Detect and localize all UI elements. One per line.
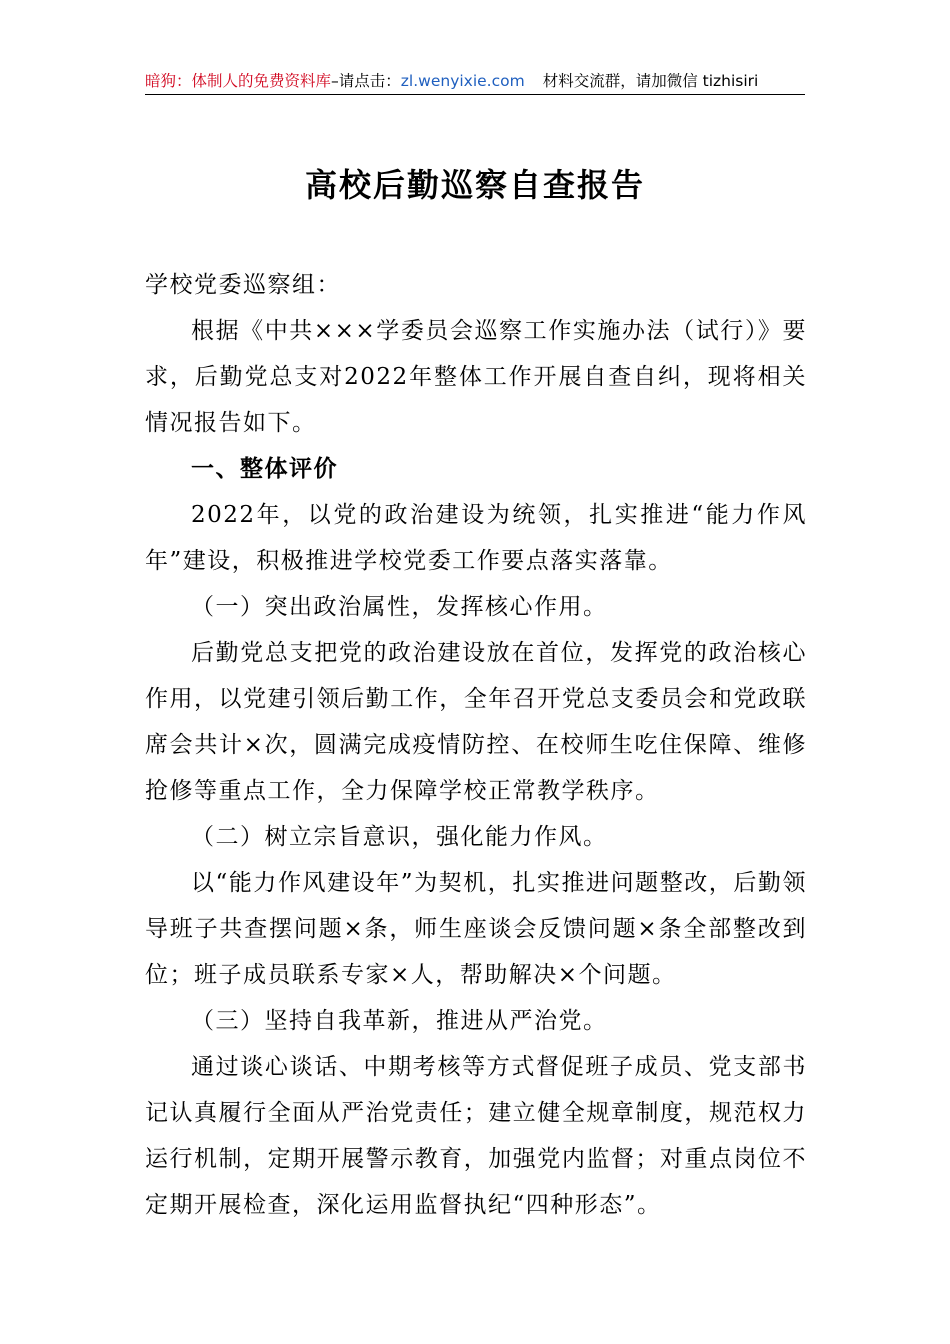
salutation: 学校党委巡察组： [145, 272, 341, 298]
subsection-heading-2: （二）树立宗旨意识，强化能力作风。 [191, 824, 608, 850]
subsection-paragraph-2: 以“能力作风建设年”为契机，扎实推进问题整改，后勤领导班子共查摆问题×条，师生座谈会反馈问题×条全部整改到位；班子成员联系专家×人，帮助解决×个问题。 [145, 870, 807, 988]
document-title: 高校后勤巡察自查报告 [304, 166, 645, 204]
header-prompt: –请点击： [331, 72, 401, 90]
page-header [145, 68, 805, 95]
subsection-paragraph-1: 后勤党总支把党的政治建设放在首位，发挥党的政治核心作用，以党建引领后勤工作，全年召开党总支委员会和党政联席会共计×次，圆满完成疫情防控、在校师生吃住保障、维修抢修等重点工作，全力保障学校正常教学秩序。 [145, 640, 807, 804]
subsection-paragraph-3: 通过谈心谈话、中期考核等方式督促班子成员、党支部书记认真履行全面从严治党责任；建立健全规章制度，规范权力运行机制，定期开展警示教育，加强党内监督；对重点岗位不定期开展检查，深化运用监督执纪“四种形态”。 [145, 1054, 807, 1218]
section-paragraph: 2022年，以党的政治建设为统领，扎实推进“能力作风年”建设，积极推进学校党委工作要点落实落靠。 [145, 502, 807, 574]
subsection-heading-3: （三）坚持自我革新，推进从严治党。 [191, 1008, 608, 1034]
header-brand: 暗狗：体制人的免费资料库 [145, 72, 332, 90]
document-body [145, 308, 807, 1228]
subsection-heading-1: （一）突出政治属性，发挥核心作用。 [191, 594, 608, 620]
header-group-info: 材料交流群，请加微信 tizhisiri [542, 72, 759, 90]
section-heading: 一、整体评价 [191, 456, 338, 482]
intro-paragraph: 根据《中共×××学委员会巡察工作实施办法（试行）》要求，后勤党总支对2022年整体工作开展自查自纠，现将相关情况报告如下。 [145, 318, 807, 436]
header-link[interactable]: zl.wenyixie.com [400, 72, 525, 90]
